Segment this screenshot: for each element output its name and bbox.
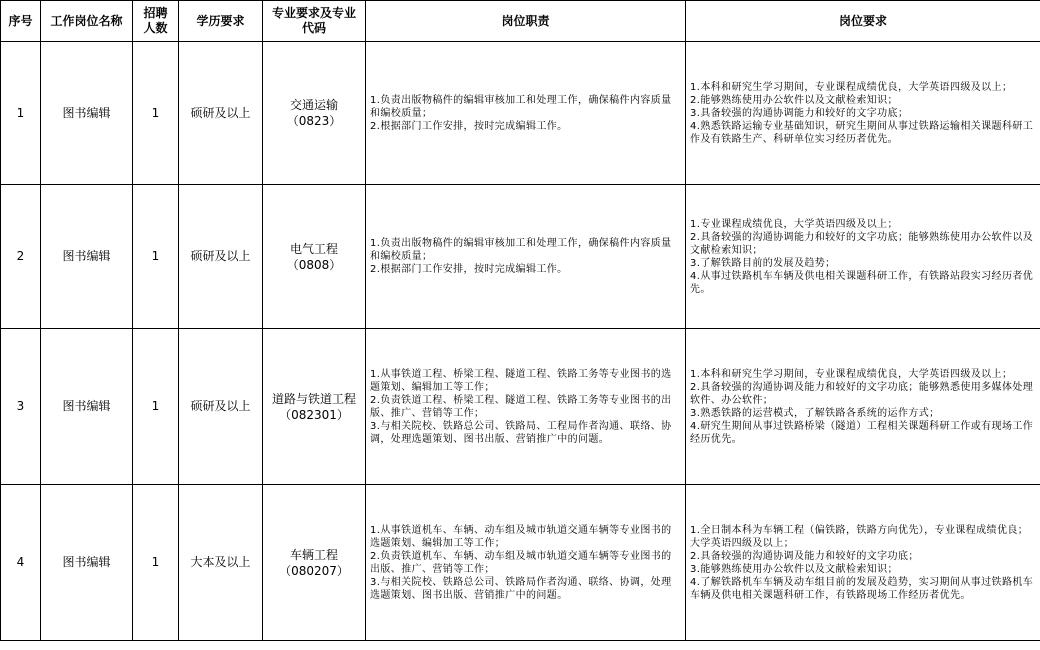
header-seq: 序号 xyxy=(1,1,41,42)
cell-seq: 1 xyxy=(1,42,41,185)
table-row xyxy=(1,485,1040,641)
cell-seq: 3 xyxy=(1,329,41,485)
major-name: 交通运输 xyxy=(289,98,338,112)
requirement-item: 4.从事过铁路机车车辆及供电相关课题科研工作，有铁路站段实习经历者优先。 xyxy=(690,270,1034,295)
header-duties: 岗位职责 xyxy=(366,1,686,42)
header-position: 工作岗位名称 xyxy=(41,1,133,42)
cell-position: 图书编辑 xyxy=(41,185,133,329)
major-code: （0808） xyxy=(286,257,342,272)
requirement-item: 3.能够熟练使用办公软件以及文献检索知识； xyxy=(690,563,898,575)
major-name: 道路与铁道工程 xyxy=(271,391,356,406)
requirement-item: 3.熟悉铁路的运营模式，了解铁路各系统的运作方式； xyxy=(690,407,940,419)
requirement-item: 3.了解铁路目前的发展及趋势； xyxy=(690,257,836,269)
requirement-item: 4.了解铁路机车车辆及动车组目前的发展及趋势，实习期间从事过铁路机车车辆及供电相关课题科研工作，有铁路现场工作经历者优先。 xyxy=(690,576,1034,601)
requirement-item: 1.本科和研究生学习期间，专业课程成绩优良，大学英语四级及以上； xyxy=(690,368,1013,380)
table-row xyxy=(1,329,1040,485)
duty-item: 2.根据部门工作安排，按时完成编辑工作。 xyxy=(370,120,568,132)
header-education: 学历要求 xyxy=(179,1,263,42)
cell-count: 1 xyxy=(133,329,179,485)
cell-requirements xyxy=(686,329,1040,485)
cell-duties xyxy=(366,485,686,641)
cell-major xyxy=(263,485,366,641)
duty-item: 3.与相关院校、铁路总公司、铁路局、工程局作者沟通、联络、协调，处理选题策划、图书出版、营销推广中的问题。 xyxy=(370,420,672,445)
cell-education: 硕研及以上 xyxy=(179,329,263,485)
requirement-item: 4.熟悉铁路运输专业基础知识，研究生期间从事过铁路运输相关课题科研工作及有铁路生产、科研单位实习经历者优先。 xyxy=(690,120,1034,145)
cell-seq: 4 xyxy=(1,485,41,641)
requirement-item: 2.具备较强的沟通协调能力和较好的文字功底；能够熟练使用办公软件以及文献检索知识； xyxy=(690,231,1034,256)
table-row xyxy=(1,185,1040,329)
cell-position: 图书编辑 xyxy=(41,329,133,485)
major-code: （0823） xyxy=(286,114,342,128)
cell-duties xyxy=(366,185,686,329)
duty-item: 1.从事铁道工程、桥梁工程、隧道工程、铁路工务等专业图书的选题策划、编辑加工等工作； xyxy=(370,368,672,393)
requirement-item: 1.专业课程成绩优良，大学英语四级及以上； xyxy=(690,218,898,230)
cell-major xyxy=(263,185,366,329)
requirement-item: 2.能够熟练使用办公软件以及文献检索知识； xyxy=(690,94,898,106)
header-major: 专业要求及专业代码 xyxy=(263,1,366,42)
duty-item: 3.与相关院校、铁路总公司、铁路局作者沟通、联络、协调，处理选题策划、图书出版、营销推广中的问题。 xyxy=(370,576,672,601)
requirement-item: 1.全日制本科为车辆工程（偏铁路，铁路方向优先），专业课程成绩优良；大学英语四级及以上； xyxy=(690,524,1029,549)
cell-education: 硕研及以上 xyxy=(179,185,263,329)
cell-education: 硕研及以上 xyxy=(179,42,263,185)
cell-requirements xyxy=(686,185,1040,329)
major-name: 电气工程 xyxy=(289,241,338,256)
major-code: （080207） xyxy=(279,563,349,578)
requirement-item: 4.研究生期间从事过铁路桥梁（隧道）工程相关课题科研工作或有现场工作经历优先。 xyxy=(690,420,1034,445)
header-count: 招聘人数 xyxy=(133,1,179,42)
requirement-item: 2.具备较强的沟通协调及能力和较好的文字功底； xyxy=(690,550,919,562)
duty-item: 1.从事铁道机车、车辆、动车组及城市轨道交通车辆等专业图书的选题策划、编辑加工等工作； xyxy=(370,524,672,549)
duty-item: 1.负责出版物稿件的编辑审核加工和处理工作，确保稿件内容质量和编校质量； xyxy=(370,94,672,119)
cell-requirements xyxy=(686,485,1040,641)
cell-count: 1 xyxy=(133,485,179,641)
major-name: 车辆工程 xyxy=(289,547,338,562)
cell-position: 图书编辑 xyxy=(41,485,133,641)
cell-major xyxy=(263,42,366,185)
cell-position: 图书编辑 xyxy=(41,42,133,185)
header-requirements: 岗位要求 xyxy=(686,1,1040,42)
cell-count: 1 xyxy=(133,185,179,329)
cell-seq: 2 xyxy=(1,185,41,329)
cell-requirements xyxy=(686,42,1040,185)
requirement-item: 3.具备较强的沟通协调能力和较好的文字功底； xyxy=(690,107,909,119)
requirement-item: 2.具备较强的沟通协调及能力和较好的文字功底；能够熟悉使用多媒体处理软件、办公软件； xyxy=(690,381,1034,406)
cell-duties xyxy=(366,42,686,185)
cell-education: 大本及以上 xyxy=(179,485,263,641)
duty-item: 2.根据部门工作安排，按时完成编辑工作。 xyxy=(370,264,568,275)
duty-item: 2.负责铁道机车、车辆、动车组及城市轨道交通车辆等专业图书的出版、推广、营销等工作； xyxy=(370,550,672,575)
cell-duties xyxy=(366,329,686,485)
duty-item: 1.负责出版物稿件的编辑审核加工和处理工作，确保稿件内容质量和编校质量； xyxy=(370,238,672,262)
cell-major xyxy=(263,329,366,485)
cell-count: 1 xyxy=(133,42,179,185)
table-row xyxy=(1,42,1040,185)
requirement-item: 1.本科和研究生学习期间，专业课程成绩优良，大学英语四级及以上； xyxy=(690,81,1013,93)
duty-item: 2.负责铁道工程、桥梁工程、隧道工程、铁路工务等专业图书的出版、推广、营销等工作； xyxy=(370,394,672,419)
header-row xyxy=(1,1,1040,42)
major-code: （082301） xyxy=(279,407,349,422)
